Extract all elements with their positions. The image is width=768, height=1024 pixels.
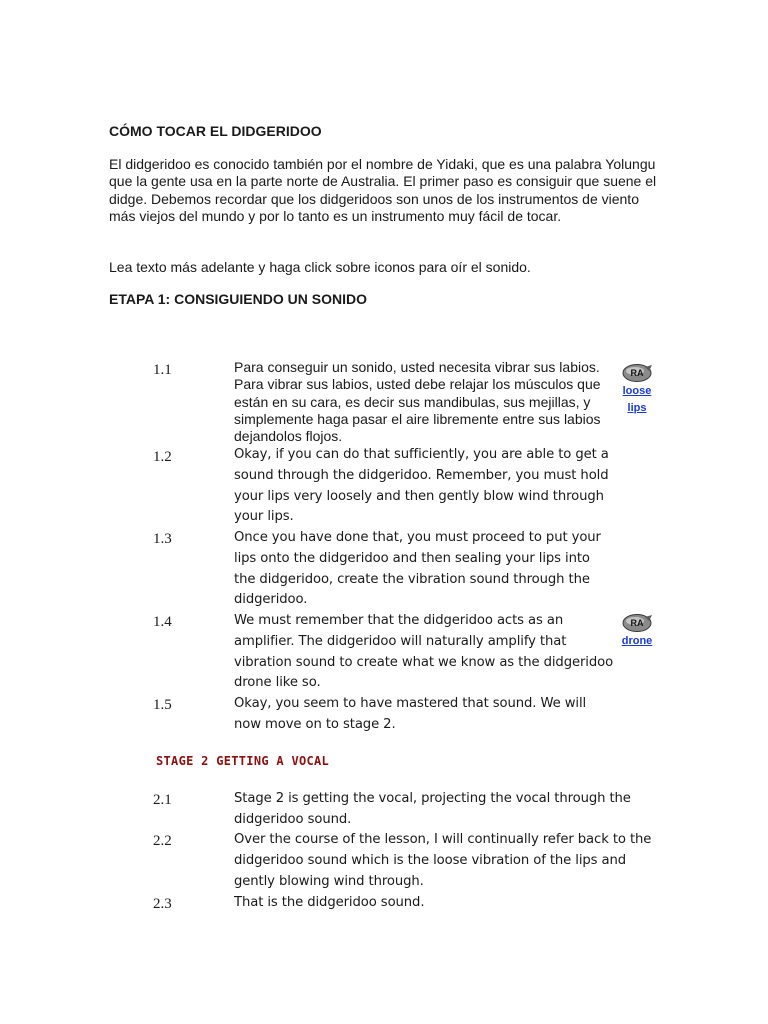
drone-link[interactable]: drone (621, 635, 653, 647)
step-number: 1.1 (153, 362, 172, 378)
step-text: Stage 2 is getting the vocal, projecting the vocal through the didgeridoo sound. (234, 791, 631, 827)
step-text: Para conseguir un sonido, usted necesita vibrar sus labios. Para vibrar sus labios, usted debe relajar los músculos que están en su cara, es decir sus mandibulas, sus mejillas, y simplemente haga pasar el aire libremente entre sus labios dejandolos flojos. (234, 359, 601, 445)
step-text: Once you have done that, you must proceed to put your lips onto the didgeridoo and then sealing your lips into the didgeridoo, create the vibration sound through the didgeridoo. (234, 530, 601, 608)
intro-paragraph: El didgeridoo es conocido también por el nombre de Yidaki, que es una palabra Yolungu que la gente usa en la parte norte de Australia. El primer paso es consiguir que suene el didge. Debemos recordar que los didgeridoos son unos de los instrumentos de viento más viejos del mundo y por lo tanto es un instrumento muy fácil de tocar. (109, 156, 657, 224)
step-number: 1.3 (153, 531, 172, 547)
loose-lips-audio[interactable] (617, 363, 657, 417)
step-number: 1.5 (153, 697, 172, 713)
step-number: 2.2 (153, 833, 172, 849)
step-number: 1.2 (153, 449, 172, 465)
step-number: 2.1 (153, 792, 172, 808)
step-text: Okay, if you can do that sufficiently, you are able to get a sound through the didgeridoo. Remember, you must hold your lips very loosely and then gently blow wind through your lips. (234, 447, 609, 525)
loose-lips-link[interactable]: loose lips (622, 385, 652, 414)
page-title: CÓMO TOCAR EL DIDGERIDOO (109, 123, 322, 139)
step-text: That is the didgeridoo sound. (234, 895, 425, 910)
drone-audio[interactable] (617, 613, 657, 650)
svg-text:RA: RA (630, 618, 644, 628)
step-text: Over the course of the lesson, I will continually refer back to the didgeridoo sound which is the loose vibration of the lips and gently blowing wind through. (234, 832, 652, 889)
step-text: We must remember that the didgeridoo acts as an amplifier. The didgeridoo will naturally amplify that vibration sound to create what we know as the didgeridoo drone like so. (234, 613, 614, 691)
step-text: Okay, you seem to have mastered that sound. We will now move on to stage 2. (234, 696, 587, 732)
step-number: 2.3 (153, 896, 172, 912)
step-number: 1.4 (153, 614, 172, 630)
stage1-heading: ETAPA 1: CONSIGUIENDO UN SONIDO (109, 291, 367, 307)
ra-audio-icon[interactable] (621, 613, 653, 633)
ra-audio-icon[interactable] (621, 363, 653, 383)
svg-text:RA: RA (630, 368, 644, 378)
instruction-paragraph: Lea texto más adelante y haga click sobre iconos para oír el sonido. (109, 259, 531, 275)
stage2-heading: STAGE 2 GETTING A VOCAL (156, 754, 330, 768)
